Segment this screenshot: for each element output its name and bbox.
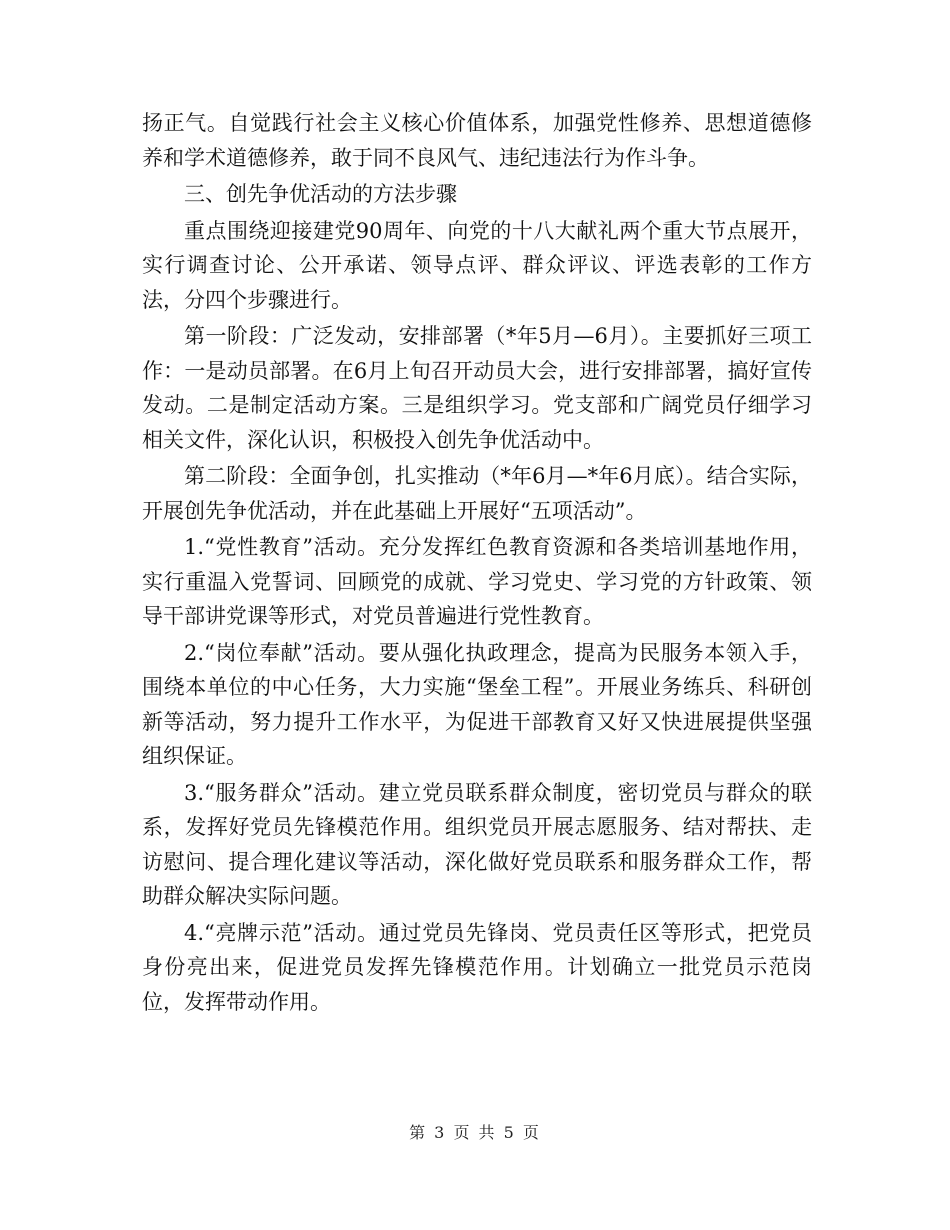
paragraph-stage-1: 第一阶段：广泛发动，安排部署（*年5月—6月）。主要抓好三项工作：一是动员部署。在6月上旬召开动员大会，进行安排部署，搞好宣传发动。二是制定活动方案。三是组织学习。党支部和广阔党员仔细学习相关文件，深化认识，积极投入创先争优活动中。 — [142, 324, 812, 452]
page-number-footer: 第 3 页 共 5 页 — [409, 1123, 541, 1142]
document-body — [142, 106, 812, 1019]
paragraph-activity-2: 2.“岗位奉献”活动。要从强化执政理念，提高为民服务本领入手，围绕本单位的中心任务，大力实施“堡垒工程”。开展业务练兵、科研创新等活动，努力提升工作水平，为促进干部教育又好又快进展提供坚强组织保证。 — [142, 640, 812, 768]
paragraph-2: 重点围绕迎接建党90周年、向党的十八大献礼两个重大节点展开，实行调查讨论、公开承诺、领导点评、群众评议、评选表彰的工作方法，分四个步骤进行。 — [142, 218, 812, 312]
section-heading-3: 三、创先争优活动的方法步骤 — [184, 182, 457, 206]
paragraph-activity-1: 1.“党性教育”活动。充分发挥红色教育资源和各类培训基地作用，实行重温入党誓词、回顾党的成就、学习党史、学习党的方针政策、领导干部讲党课等形式，对党员普遍进行党性教育。 — [142, 535, 812, 628]
paragraph-activity-3: 3.“服务群众”活动。建立党员联系群众制度，密切党员与群众的联系，发挥好党员先锋模范作用。组织党员开展志愿服务、结对帮扶、走访慰问、提合理化建议等活动，深化做好党员联系和服务群众工作，帮助群众解决实际问题。 — [142, 780, 812, 908]
paragraph-1: 扬正气。自觉践行社会主义核心价值体系，加强党性修养、思想道德修养和学术道德修养，敢于同不良风气、违纪违法行为作斗争。 — [142, 111, 812, 170]
paragraph-stage-2: 第二阶段：全面争创，扎实推动（*年6月—*年6月底）。结合实际，开展创先争优活动，并在此基础上开展好“五项活动”。 — [142, 464, 812, 523]
paragraph-activity-4: 4.“亮牌示范”活动。通过党员先锋岗、党员责任区等形式，把党员身份亮出来，促进党员发挥先锋模范作用。计划确立一批党员示范岗位，发挥带动作用。 — [142, 920, 812, 1014]
